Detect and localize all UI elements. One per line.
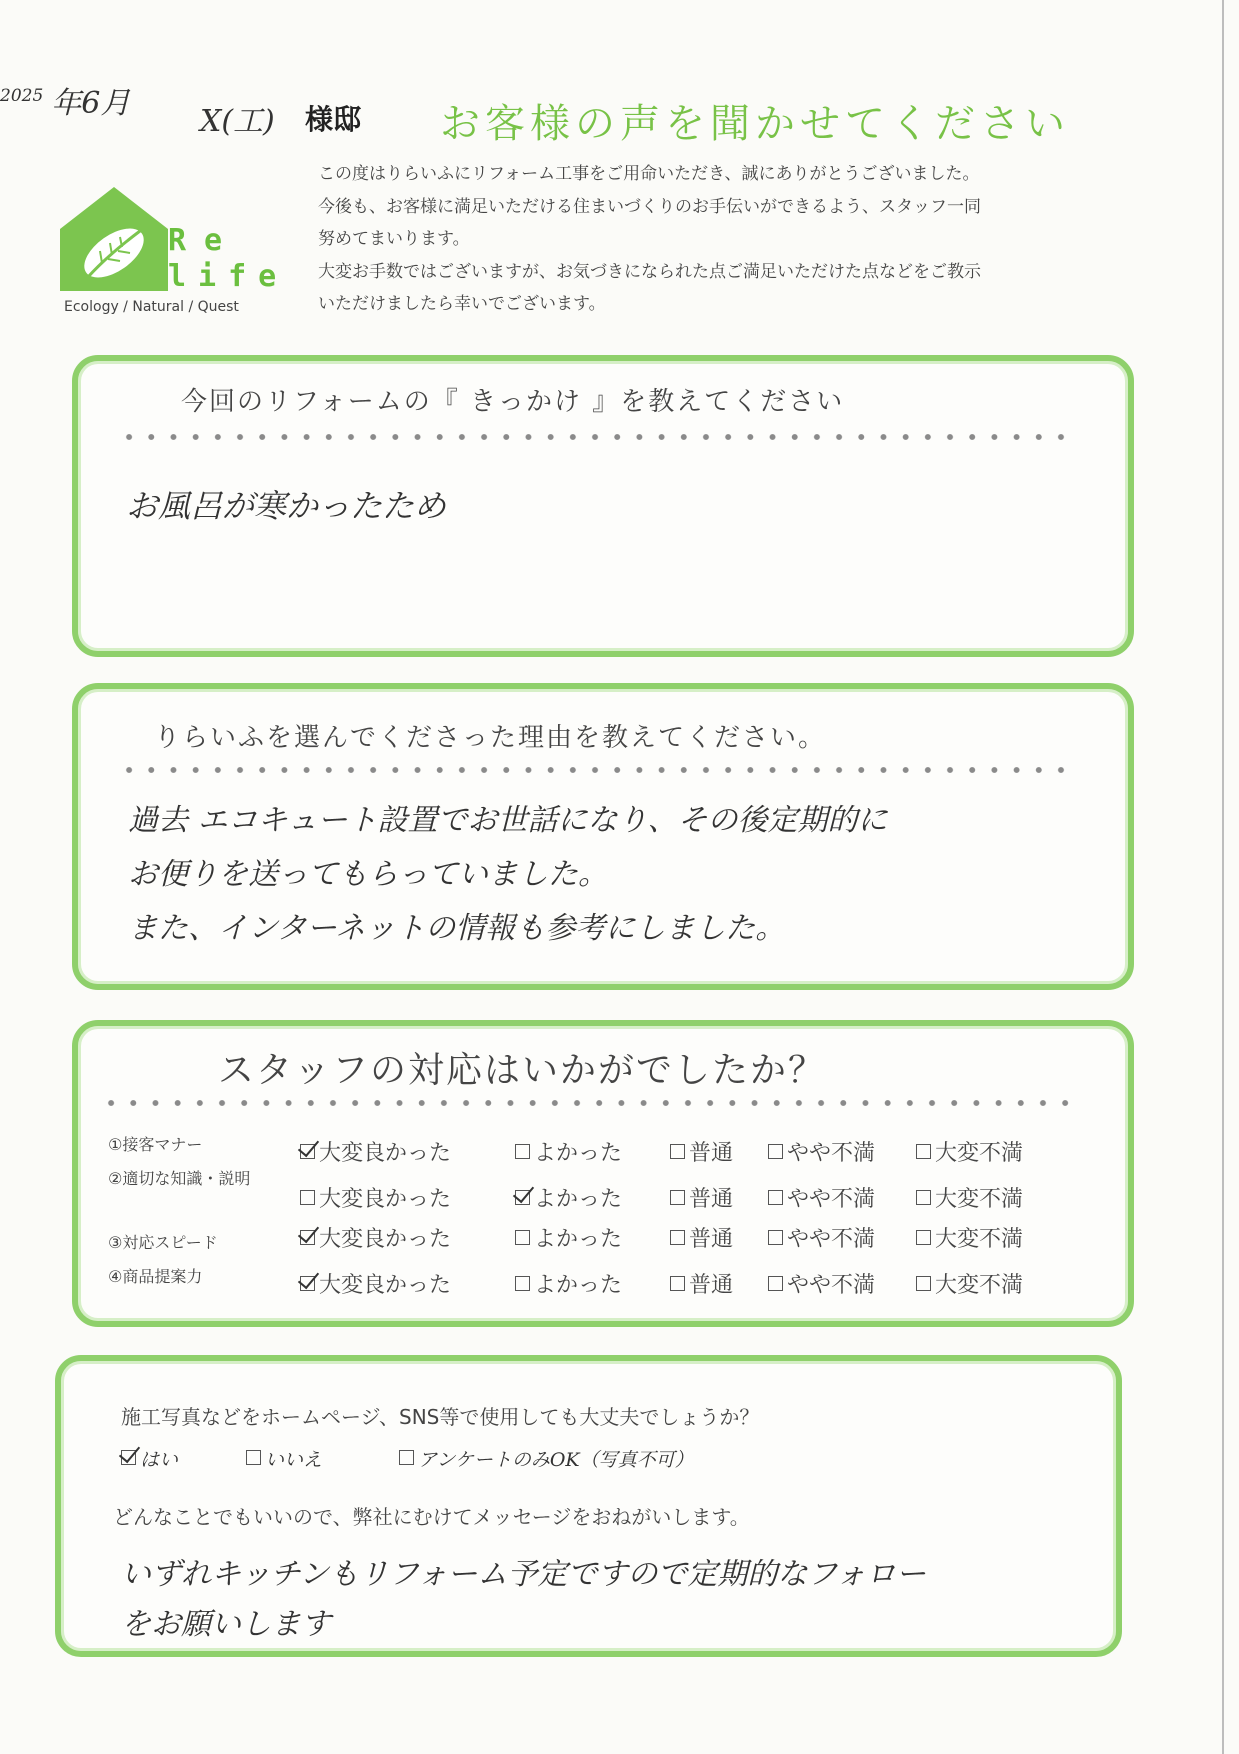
dotted-divider xyxy=(118,766,1073,774)
sns-option-no[interactable]: いいえ xyxy=(246,1445,322,1472)
rating-option-label: 大変不満 xyxy=(935,1273,1024,1298)
rating-option-label: 大変良かった xyxy=(319,1141,452,1166)
checkbox-icon[interactable] xyxy=(768,1144,783,1159)
customer-name: X(工) xyxy=(200,104,275,139)
rating-option-label: 普通 xyxy=(689,1227,734,1252)
checkbox-icon[interactable] xyxy=(399,1450,414,1465)
checkbox-icon[interactable] xyxy=(300,1190,315,1205)
rating-option-label: 大変不満 xyxy=(935,1141,1024,1166)
logo-text-life: life xyxy=(168,259,289,294)
checkbox-icon[interactable] xyxy=(515,1276,530,1291)
rating-option-label: 普通 xyxy=(689,1141,734,1166)
company-logo xyxy=(58,185,289,315)
rating-option-label: やや不満 xyxy=(787,1187,876,1212)
checkbox-icon[interactable] xyxy=(768,1230,783,1245)
checkbox-icon[interactable] xyxy=(515,1144,530,1159)
page-edge-line xyxy=(1222,0,1224,1754)
message-prompt: どんなことでもいいので、弊社にむけてメッセージをおねがいします。 xyxy=(113,1505,750,1529)
rating-option-label: よかった xyxy=(534,1187,623,1212)
intro-line: この度はりらいふにリフォーム工事をご用命いただき、誠にありがとうございました。 xyxy=(318,164,980,184)
rating-option-label: やや不満 xyxy=(787,1273,876,1298)
question-reason: りらいふを選んでくださった理由を教えてください。 xyxy=(154,723,827,753)
rating-option[interactable] xyxy=(768,1268,875,1299)
rating-option-label: 大変不満 xyxy=(935,1227,1024,1252)
question-staff: スタッフの対応はいかがでしたか？ xyxy=(218,1050,827,1091)
rating-option-label: 大変良かった xyxy=(319,1227,452,1252)
checkbox-icon[interactable] xyxy=(670,1144,685,1159)
panel-staff-rating xyxy=(72,1020,1134,1327)
rating-option-label: やや不満 xyxy=(787,1227,876,1252)
checkbox-icon[interactable] xyxy=(246,1450,261,1465)
checkbox-icon[interactable] xyxy=(670,1230,685,1245)
intro-line: 今後も、お客様に満足いただける住まいづくりのお手伝いができるよう、スタッフ一同 xyxy=(318,196,981,217)
rating-option[interactable] xyxy=(300,1268,451,1299)
checkbox-icon[interactable] xyxy=(670,1276,685,1291)
survey-date: $^{2025}$ 年6月 xyxy=(0,86,131,121)
checkbox-icon[interactable] xyxy=(768,1190,783,1205)
checkbox-icon[interactable] xyxy=(300,1276,315,1291)
checkbox-icon[interactable] xyxy=(768,1276,783,1291)
rating-option-label: 大変良かった xyxy=(319,1187,452,1212)
rating-option[interactable] xyxy=(300,1182,451,1213)
checkbox-icon[interactable] xyxy=(300,1144,315,1159)
logo-text-re: Re xyxy=(168,223,241,258)
rating-option-label: よかった xyxy=(534,1227,623,1252)
intro-line: 努めてまいります。 xyxy=(318,229,470,249)
rating-option-label: よかった xyxy=(534,1141,623,1166)
rating-option-label: 大変良かった xyxy=(319,1273,452,1298)
message-line[interactable]: をお願いします xyxy=(121,1607,331,1642)
rating-row-label: ④商品提案力 xyxy=(108,1267,203,1286)
rating-option-label: 普通 xyxy=(689,1187,734,1212)
message-line[interactable]: いずれキッチンもリフォーム予定ですので定期的なフォロー xyxy=(121,1557,926,1592)
checkbox-icon[interactable] xyxy=(916,1190,931,1205)
intro-line: いただけましたら幸いでございます。 xyxy=(318,294,606,314)
answer-motivation[interactable]: お風呂が寒かったため xyxy=(126,487,447,525)
question-sns: 施工写真などをホームページ、SNS等で使用しても大丈夫でしょうか？ xyxy=(121,1405,760,1429)
rating-option[interactable] xyxy=(670,1136,733,1167)
rating-option[interactable] xyxy=(515,1182,622,1213)
checkbox-icon[interactable] xyxy=(916,1144,931,1159)
sns-option-yes[interactable]: はい xyxy=(121,1445,178,1472)
checkbox-icon[interactable] xyxy=(670,1190,685,1205)
customer-honorific: 様邸 xyxy=(305,103,362,136)
rating-option[interactable] xyxy=(670,1182,733,1213)
checkbox-icon[interactable] xyxy=(300,1230,315,1245)
rating-row-label: ①接客マナー xyxy=(108,1135,203,1154)
rating-option-label: 普通 xyxy=(689,1273,734,1298)
intro-line: 大変お手数ではございますが、お気づきになられた点ご満足いただけた点などをご教示 xyxy=(318,261,981,282)
checkbox-icon[interactable] xyxy=(916,1276,931,1291)
rating-option[interactable] xyxy=(768,1182,875,1213)
rating-option[interactable] xyxy=(916,1268,1023,1299)
dotted-divider xyxy=(100,1099,1078,1107)
rating-option[interactable] xyxy=(768,1136,875,1167)
rating-option[interactable] xyxy=(300,1222,451,1253)
rating-option[interactable] xyxy=(515,1222,622,1253)
rating-option[interactable] xyxy=(916,1182,1023,1213)
checkbox-icon[interactable] xyxy=(515,1190,530,1205)
house-leaf-icon xyxy=(58,185,170,293)
rating-option[interactable] xyxy=(515,1136,622,1167)
checkbox-icon[interactable] xyxy=(916,1230,931,1245)
rating-row-label: ②適切な知識・説明 xyxy=(108,1169,251,1188)
rating-option[interactable] xyxy=(300,1136,451,1167)
page-title: お客様の声を聞かせてください xyxy=(440,101,1070,147)
question-motivation: 今回のリフォームの『 きっかけ 』を教えてください xyxy=(181,387,845,417)
checkbox-icon[interactable] xyxy=(515,1230,530,1245)
panel-reason xyxy=(72,683,1134,990)
rating-option-label: よかった xyxy=(534,1273,623,1298)
dotted-divider xyxy=(118,433,1073,441)
answer-reason-line[interactable]: 過去 エコキュート設置でお世話になり、その後定期的に xyxy=(128,803,888,838)
rating-option[interactable] xyxy=(670,1222,733,1253)
sns-option-survey-only[interactable]: アンケートのみOK（写真不可） xyxy=(399,1445,694,1472)
checkbox-icon[interactable] xyxy=(121,1450,136,1465)
rating-option[interactable] xyxy=(768,1222,875,1253)
rating-option-label: やや不満 xyxy=(787,1141,876,1166)
rating-option[interactable] xyxy=(916,1222,1023,1253)
logo-tagline: Ecology / Natural / Quest xyxy=(64,299,239,315)
answer-reason-line[interactable]: お便りを送ってもらっていました。 xyxy=(128,857,608,892)
rating-option[interactable] xyxy=(515,1268,622,1299)
panel-motivation xyxy=(72,355,1134,657)
rating-option[interactable] xyxy=(916,1136,1023,1167)
rating-option[interactable] xyxy=(670,1268,733,1299)
answer-reason-line[interactable]: また、インターネットの情報も参考にしました。 xyxy=(128,911,786,946)
intro-text xyxy=(318,158,1148,321)
panel-sns-message xyxy=(55,1355,1122,1657)
rating-option-label: 大変不満 xyxy=(935,1187,1024,1212)
rating-row-label: ③対応スピード xyxy=(108,1233,218,1252)
